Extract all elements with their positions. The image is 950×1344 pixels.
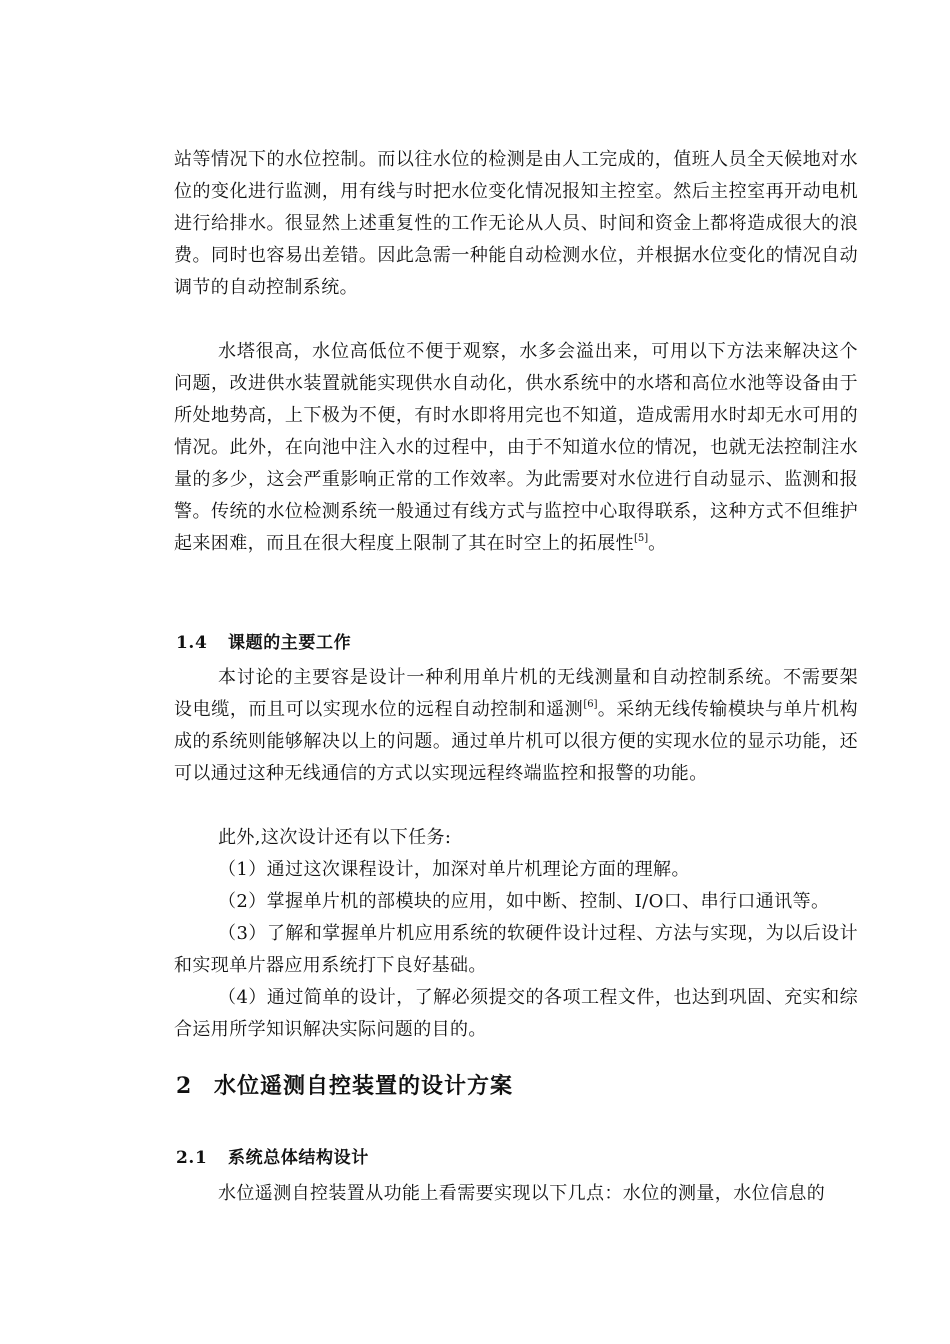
task-item-3: （3）了解和掌握单片机应用系统的软硬件设计过程、方法与实现，为以后设计和实现单片器应用系统打下良好基础。 [174, 923, 858, 976]
paragraph-text-rest: 。采纳无线传输模块与单片机构成的系统则能够解决以上的问题。通过单片机可以很方便的实现水位的显示功能，还可以通过这种无线通信的方式以实现远程终端监控和报警的功能。 [174, 699, 858, 784]
paragraph-tasks-intro [174, 822, 858, 854]
citation-ref: [6] [583, 699, 598, 710]
task-list [174, 854, 858, 1046]
paragraph-end: 。 [648, 533, 667, 554]
paragraph-text: 站等情况下的水位控制。而以往水位的检测是由人工完成的，值班人员全天候地对水位的变化进行监测，用有线与时把水位变化情况报知主控室。然后主控室再开动电机进行给排水。很显然上述重复性的工作无论从人员、时间和资金上都将造成很大的浪费。同时也容易出差错。因此急需一种能自动检测水位，并根据水位变化的情况自动调节的自动控制系统。 [174, 149, 858, 298]
paragraph-text: 此外,这次设计还有以下任务: [218, 827, 452, 848]
chapter-title: 水位遥测自控装置的设计方案 [214, 1073, 514, 1099]
section-title: 系统总体结构设计 [228, 1148, 369, 1168]
paragraph-main-work [174, 662, 858, 790]
section-number: 2.1 [176, 1148, 208, 1168]
paragraph-text: 水塔很高，水位高低位不便于观察，水多会溢出来，可用以下方法来解决这个问题，改进供水装置就能实现供水自动化，供水系统中的水塔和高位水池等设备由于所处地势高，上下极为不便，有时水即将用完也不知道，造成需用水时却无水可用的情况。此外，在向池中注入水的过程中，由于不知道水位的情况，也就无法控制注水量的多少，这会严重影响正常的工作效率。为此需要对水位进行自动显示、监测和报警。传统的水位检测系统一般通过有线方式与监控中心取得联系，这种方式不但维护起来困难，而且在很大程度上限制了其在时空上的拓展性 [174, 341, 858, 554]
citation-ref: [5] [634, 533, 649, 544]
paragraph-last [174, 1178, 858, 1210]
section-heading-2-1 [176, 1143, 369, 1168]
paragraph-text: 本讨论的主要容是设计一种利用单片机的无线测量和自动控制系统。不需要架设电缆，而且可以实现水位的远程自动控制和遥测 [174, 667, 858, 720]
chapter-number: 2 [176, 1073, 193, 1099]
task-item-1: （1）通过这次课程设计，加深对单片机理论方面的理解。 [218, 859, 690, 880]
chapter-heading-2 [176, 1069, 513, 1100]
task-item-4: （4）通过简单的设计，了解必须提交的各项工程文件，也达到巩固、充实和综合运用所学知识解决实际问题的目的。 [174, 987, 858, 1040]
section-number: 1.4 [176, 633, 208, 653]
section-title: 课题的主要工作 [228, 633, 352, 653]
paragraph-continued [174, 144, 858, 304]
paragraph-text: 水位遥测自控装置从功能上看需要实现以下几点：水位的测量，水位信息的 [218, 1183, 826, 1204]
task-item-2: （2）掌握单片机的部模块的应用，如中断、控制、I/O口、串行口通讯等。 [218, 891, 830, 912]
paragraph-water-tower [174, 336, 858, 560]
section-heading-1-4 [176, 628, 351, 653]
